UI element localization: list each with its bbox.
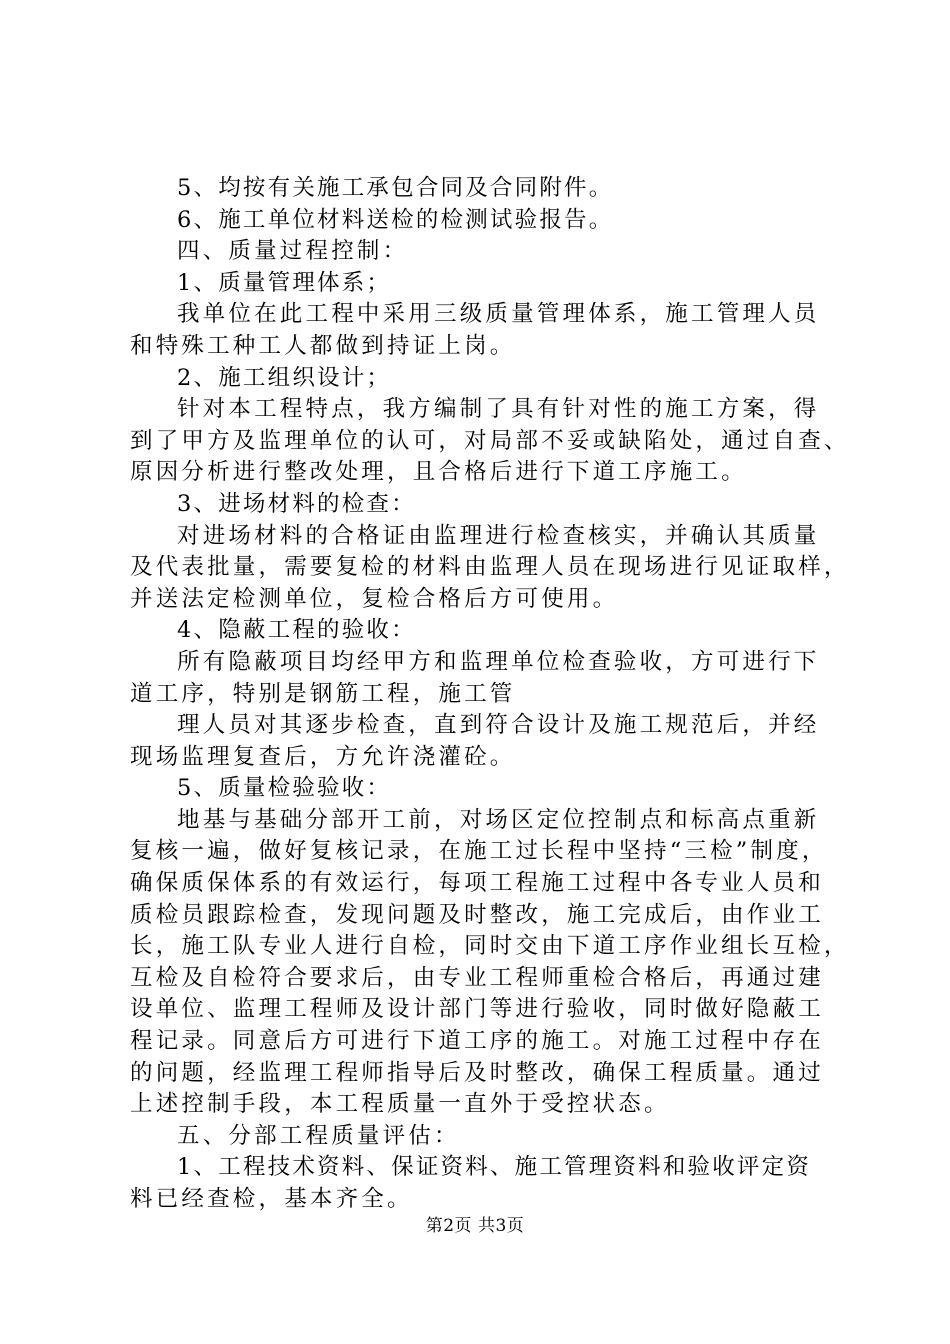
text-line: 5、均按有关施工承包合同及合同附件。: [177, 175, 614, 201]
subsection-heading: 2、施工组织设计；: [177, 364, 392, 391]
subsection-heading: 1、质量管理体系；: [177, 269, 392, 296]
text-line: 理人员对其逐步检查，直到符合设计及施工规范后，并经: [177, 712, 820, 739]
text-line: 我单位在此工程中采用三级质量管理体系，施工管理人员: [177, 301, 820, 328]
text-line: 原因分析进行整改处理，且合格后进行下道工序施工。: [130, 459, 747, 486]
text-line: 长，施工队专业人进行自检，同时交由下道工序作业组长互检，: [130, 933, 850, 960]
text-line: 对进场材料的合格证由监理进行检查核实，并确认其质量: [177, 522, 820, 549]
text-line: 的问题，经监理工程师指导后及时整改，确保工程质量。通过: [130, 1059, 824, 1086]
page-number: 第2页 共3页: [425, 1216, 525, 1236]
text-line: 上述控制手段，本工程质量一直外于受控状态。: [130, 1091, 670, 1118]
text-line: 质检员跟踪检查，发现问题及时整改，施工完成后，由作业工: [130, 901, 824, 928]
text-line: 设单位、监理工程师及设计部门等进行验收，同时做好隐蔽工: [130, 996, 824, 1023]
text-line: 确保质保体系的有效运行，每项工程施工过程中各专业人员和: [130, 870, 824, 897]
text-line: 6、施工单位材料送检的检测试验报告。: [177, 206, 614, 233]
text-line: 地基与基础分部开工前，对场区定位控制点和标高点重新: [177, 806, 820, 833]
text-line: 互检及自检符合要求后，由专业工程师重检合格后，再通过建: [130, 964, 824, 991]
text-line: 所有隐蔽项目均经甲方和监理单位检查验收，方可进行下: [177, 648, 820, 675]
text-line: 料已经查检，基本齐全。: [130, 1186, 413, 1212]
section-heading: 四、质量过程控制：: [177, 238, 409, 265]
subsection-heading: 5、质量检验验收：: [177, 775, 392, 802]
text-line: 到了甲方及监理单位的认可，对局部不妥或缺陷处，通过自查、: [130, 427, 850, 454]
text-line: 和特殊工种工人都做到持证上岗。: [130, 332, 516, 359]
text-line: 道工序，特别是钢筋工程，施工管: [130, 680, 516, 707]
text-line: 现场监理复查后，方允许浇灌砼。: [130, 743, 516, 770]
subsection-heading: 3、进场材料的检查：: [177, 490, 416, 517]
section-heading: 五、分部工程质量评估：: [177, 1122, 460, 1149]
subsection-heading: 4、隐蔽工程的验收：: [177, 617, 416, 644]
text-line: 及代表批量，需要复检的材料由监理人员在现场进行见证取样，: [130, 554, 850, 581]
text-line: 程记录。同意后方可进行下道工序的施工。对施工过程中存在: [130, 1028, 824, 1055]
text-line: 复核一遍，做好复核记录，在施工过长程中坚持“三检”制度，: [130, 838, 828, 865]
document-body: [130, 173, 850, 1216]
text-line: 并送法定检测单位，复检合格后方可使用。: [130, 585, 619, 612]
text-line: 1、工程技术资料、保证资料、施工管理资料和验收评定资: [177, 1154, 812, 1181]
text-line: 针对本工程特点，我方编制了具有针对性的施工方案，得: [177, 396, 820, 423]
